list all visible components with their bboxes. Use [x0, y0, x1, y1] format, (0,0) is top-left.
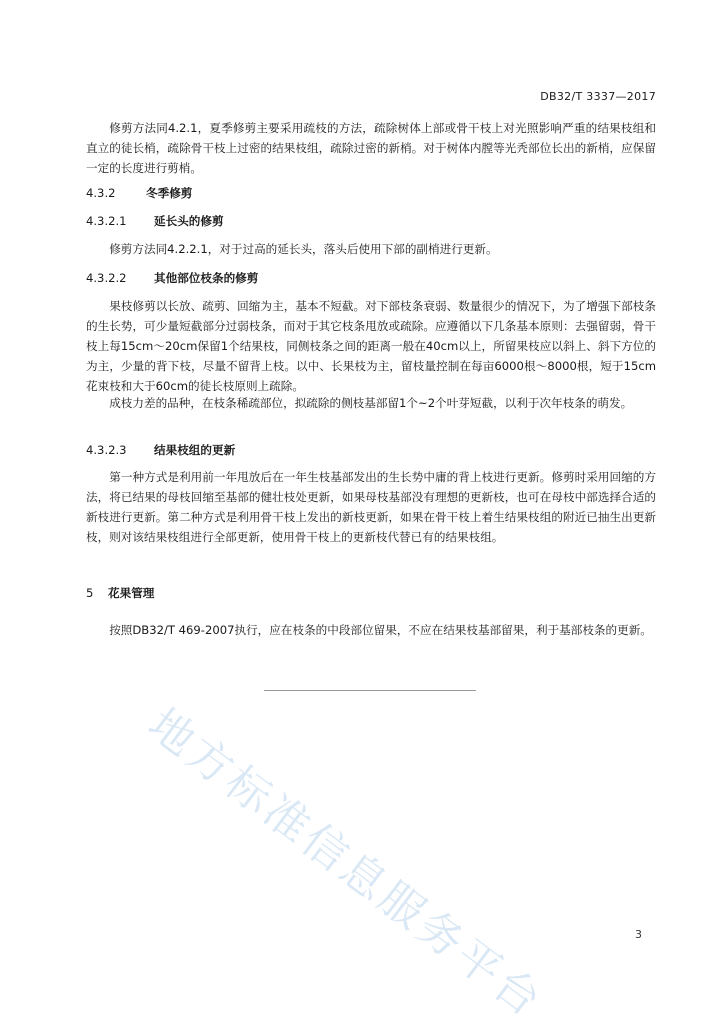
paragraph-weak-varieties: 成枝力差的品种，在枝条稀疏部位，拟疏除的侧枝基部留1个~2个叶芽短截，以利于次年枝条的萌发。	[109, 396, 633, 410]
heading-4-3-2-2	[86, 268, 258, 288]
standard-code: DB32/T 3337—2017	[540, 90, 656, 103]
page-number: 3	[635, 928, 642, 941]
heading-number: 4.3.2	[86, 186, 116, 200]
heading-4-3-2-3	[86, 440, 235, 460]
heading-4-3-2-1	[86, 211, 224, 231]
heading-4-3-2	[86, 183, 192, 203]
heading-5	[86, 583, 154, 603]
heading-number: 4.3.2.2	[86, 271, 127, 285]
end-rule	[264, 690, 476, 691]
paragraph-summer-pruning: 修剪方法同4.2.1，夏季修剪主要采用疏枝的方法，疏除树体上部或骨干枝上对光照影响严重的结果枝组和直立的徒长梢，疏除骨干枝上过密的结果枝组，疏除过密的新梢。对于树体内膛等光秃部位长出的新梢，应保留一定的长度进行剪梢。	[86, 121, 656, 175]
paragraph-fruiting-group-renewal: 第一种方式是利用前一年甩放后在一年生枝基部发出的生长势中庸的背上枝进行更新。修剪时采用回缩的方法，将已结果的母枝回缩至基部的健壮枝处更新，如果母枝基部没有理想的更新枝，也可在母枝中部选择合适的新枝进行更新。第二种方式是利用骨干枝上发出的新枝更新，如果在骨干枝上着生结果枝组的附近已抽生出更新枝，则对该结果枝组进行全部更新，使用骨干枝上的更新枝代替已有的结果枝组。	[86, 470, 656, 544]
heading-title: 花果管理	[108, 586, 155, 600]
heading-title: 其他部位枝条的修剪	[154, 271, 259, 285]
heading-title: 结果枝组的更新	[154, 443, 236, 457]
paragraph-flower-fruit-management: 按照DB32/T 469-2007执行，应在枝条的中段部位留果，不应在结果枝基部留果，利于基部枝条的更新。	[109, 623, 652, 637]
heading-title: 延长头的修剪	[154, 214, 224, 228]
paragraph-fruit-branch-pruning: 果枝修剪以长放、疏剪、回缩为主，基本不短截。对下部枝条衰弱、数量很少的情况下，为了增强下部枝条的生长势，可少量短截部分过弱枝条，而对于其它枝条甩放或疏除。应遵循以下几条基本原则：去强留弱，骨干枝上每15cm～20cm保留1个结果枝，同侧枝条之间的距离一般在40cm以上，所留果枝应以斜上、斜下方位的为主，少量的背下枝，尽量不留背上枝。以中、长果枝为主，留枝量控制在每亩6000根～8000根，短于15cm花束枝和大于60cm的徒长枝原则上疏除。	[86, 299, 656, 393]
heading-number: 4.3.2.1	[86, 214, 127, 228]
paragraph-extension-pruning: 修剪方法同4.2.2.1，对于过高的延长头，落头后使用下部的副梢进行更新。	[109, 242, 498, 256]
watermark: 地方标准信息服务平台	[138, 698, 553, 1029]
heading-title: 冬季修剪	[146, 186, 193, 200]
heading-number: 5	[86, 586, 94, 600]
heading-number: 4.3.2.3	[86, 443, 127, 457]
